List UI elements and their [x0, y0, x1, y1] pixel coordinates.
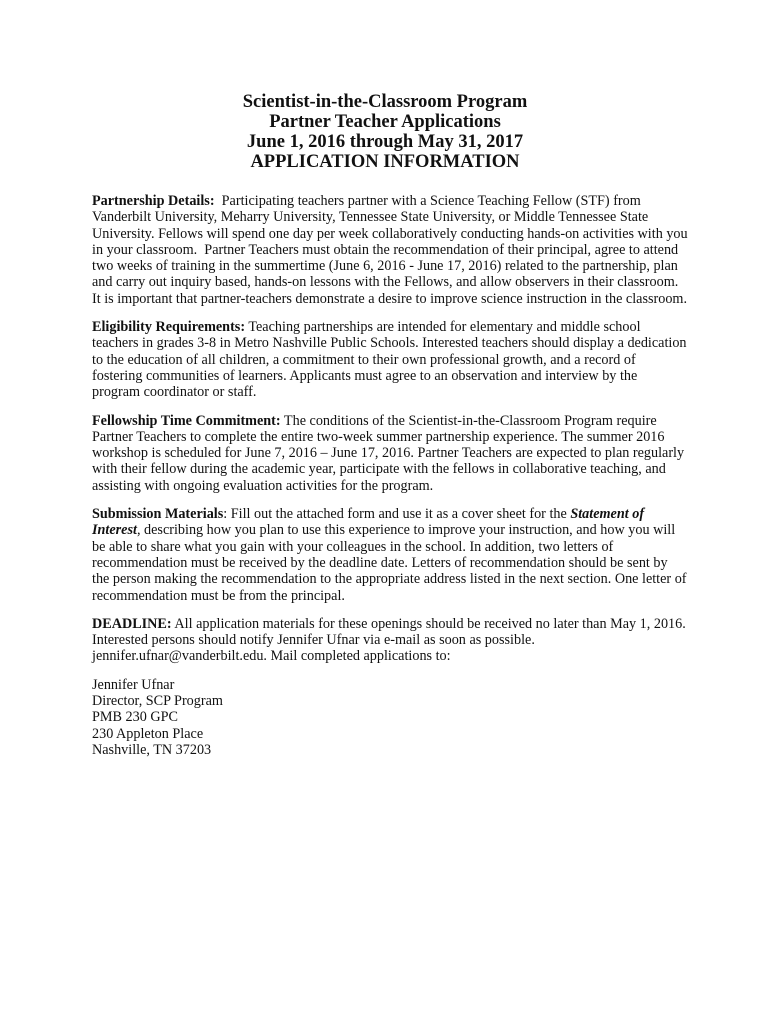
title-line-dates: June 1, 2016 through May 31, 2017	[246, 132, 524, 152]
address-box: PMB 230 GPC	[92, 709, 178, 726]
partnership-details-heading: Partnership Details:	[92, 193, 215, 209]
submission-heading: Submission Materials	[92, 506, 224, 523]
eligibility-heading: Eligibility Requirements:	[92, 319, 246, 336]
title-line-applications: Partner Teacher Applications	[269, 112, 501, 132]
deadline-paragraph	[92, 616, 688, 665]
document-body	[92, 193, 692, 758]
submission-text-before: : Fill out the attached form and use it as a cover sheet for the	[223, 506, 571, 523]
partnership-details-text: Participating teachers partner with a Science Teaching Fellow (STF) from Vanderbilt University, Meharry University, Tennessee State University, or Middle Tennessee State University. Fellows will spend one day per week collaboratively conducting hands-on activities with you in your classroom. Partner Teachers must obtain the recommendation of their principal, agree to attend two weeks of training in the summertime (June 6, 2016 - June 17, 2016) related to the partnership, plan and carry out inquiry based, hands-on lessons with the Fellows, and allow observers in their classroom. It is important that partner-teachers demonstrate a desire to improve science instruction in the classroom.	[92, 193, 692, 307]
submission-text-after: , describing how you plan to use this experience to improve your instruction, and how you will be able to share what you gain with your colleagues in the school. In addition, two letters of recommendation must be received by the deadline date. Letters of recommendation should be sent by the person making the recommendation to the appropriate address listed in the next section. One letter of recommendation must be from the principal.	[92, 522, 687, 604]
statement-of-interest-emphasis: Statement of Interest	[92, 506, 645, 539]
title-line-program: Scientist-in-the-Classroom Program	[242, 92, 528, 112]
address-city: Nashville, TN 37203	[92, 741, 212, 758]
time-commitment-heading: Fellowship Time Commitment:	[92, 412, 281, 429]
deadline-heading: DEADLINE:	[92, 615, 172, 632]
time-commitment-text: The conditions of the Scientist-in-the-Classroom Program require Partner Teachers to complete the entire two-week summer partnership experience. The summer 2016 workshop is scheduled for June 7, 2016 – June 17, 2016. Partner Teachers are expected to plan regularly with their fellow during the academic year, participate with the fellows in collaborative teaching, and assisting with ongoing evaluation activities for the program.	[92, 412, 685, 494]
partnership-details-paragraph	[92, 193, 692, 307]
submission-paragraph	[92, 506, 688, 604]
deadline-text: All application materials for these openings should be received no later than May 1, 2016. Interested persons should notify Jennifer Ufnar via e-mail as soon as possible. jennifer.ufnar@vanderbilt.edu. Mail completed applications to:	[92, 615, 686, 665]
mailing-address	[92, 677, 688, 758]
eligibility-text: Teaching partnerships are intended for elementary and middle school teachers in grades 3-8 in Metro Nashville Public Schools. Interested teachers should display a dedication to the education of all children, a commitment to their own professional growth, and a record of fostering communities of learners. Applicants must agree to an observation and interview by the program coordinator or staff.	[92, 319, 687, 401]
title-line-info: APPLICATION INFORMATION	[250, 152, 520, 172]
address-street: 230 Appleton Place	[92, 725, 204, 742]
address-title: Director, SCP Program	[92, 693, 223, 710]
eligibility-paragraph	[92, 319, 688, 400]
time-commitment-paragraph	[92, 413, 688, 494]
document-title	[0, 92, 770, 172]
address-name: Jennifer Ufnar	[92, 676, 175, 693]
